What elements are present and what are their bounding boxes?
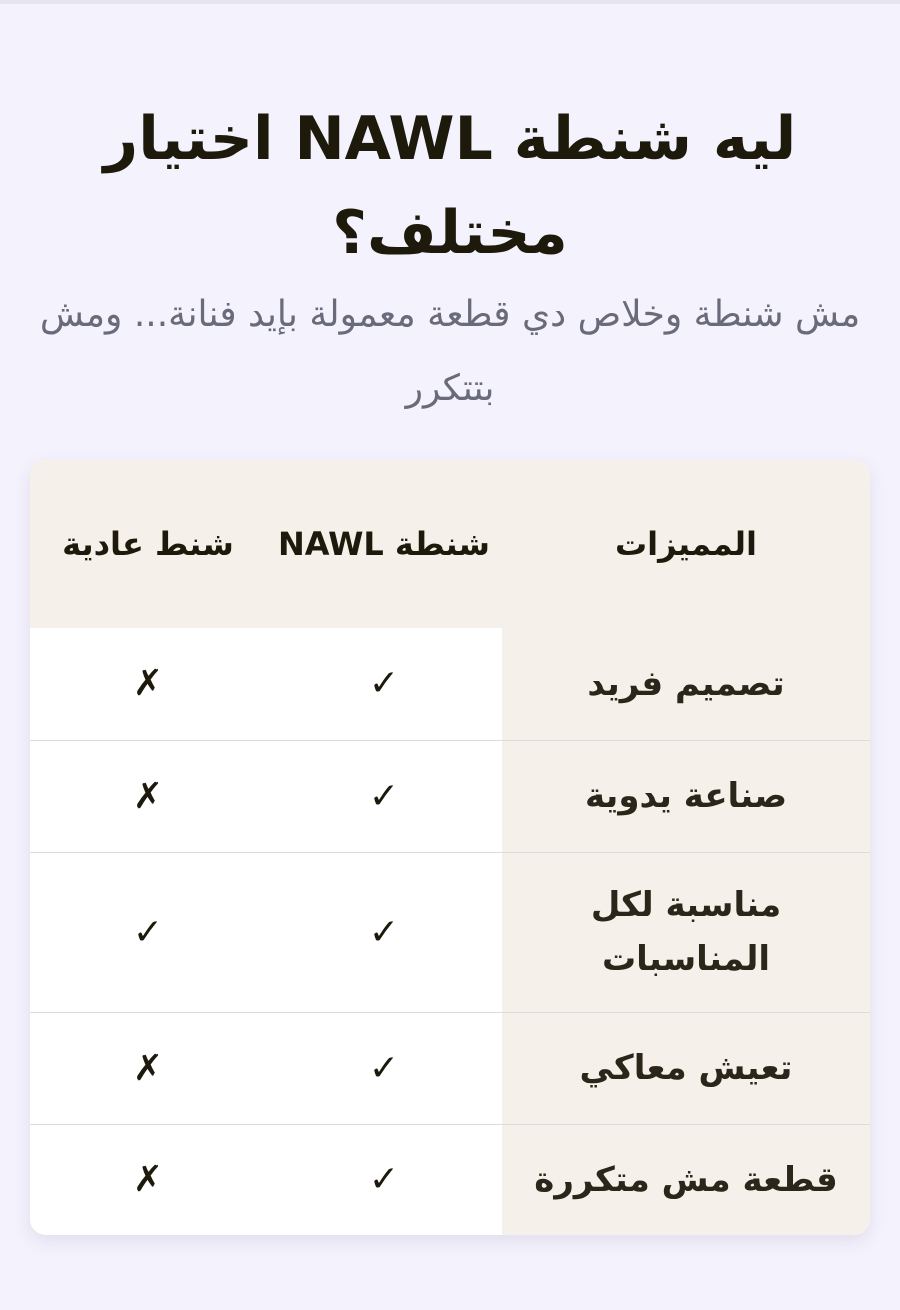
table-row bbox=[30, 740, 870, 852]
table-row bbox=[30, 628, 870, 740]
nawl-check-icon: ✓ bbox=[266, 1124, 502, 1235]
nawl-check-icon: ✓ bbox=[266, 740, 502, 852]
top-divider bbox=[0, 0, 900, 4]
nawl-check-icon: ✓ bbox=[266, 852, 502, 1012]
regular-cross-icon: ✗ bbox=[30, 1124, 266, 1235]
feature-label: تعيش معاكي bbox=[502, 1012, 870, 1124]
comparison-card bbox=[30, 460, 870, 1235]
feature-label: قطعة مش متكررة bbox=[502, 1124, 870, 1235]
page-subtitle: مش شنطة وخلاص دي قطعة معمولة بإيد فنانة... ومش بتتكرر bbox=[39, 294, 861, 409]
nawl-check-icon: ✓ bbox=[266, 628, 502, 740]
header-regular-bags: شنط عادية bbox=[30, 460, 266, 628]
feature-label: تصميم فريد bbox=[502, 628, 870, 740]
nawl-check-icon: ✓ bbox=[266, 1012, 502, 1124]
table-row bbox=[30, 1124, 870, 1235]
feature-label: صناعة يدوية bbox=[502, 740, 870, 852]
page-title: ليه شنطة NAWL اختيار مختلف؟ bbox=[103, 104, 797, 268]
table-header-row bbox=[30, 460, 870, 628]
header-nawl-bag: شنطة NAWL bbox=[266, 460, 502, 628]
regular-cross-icon: ✗ bbox=[30, 628, 266, 740]
header-features: المميزات bbox=[502, 460, 870, 628]
regular-cross-icon: ✗ bbox=[30, 1012, 266, 1124]
regular-check-icon: ✓ bbox=[30, 852, 266, 1012]
feature-label: مناسبة لكل المناسبات bbox=[502, 852, 870, 1012]
table-row bbox=[30, 852, 870, 1012]
comparison-table bbox=[30, 460, 870, 1235]
table-row bbox=[30, 1012, 870, 1124]
regular-cross-icon: ✗ bbox=[30, 740, 266, 852]
